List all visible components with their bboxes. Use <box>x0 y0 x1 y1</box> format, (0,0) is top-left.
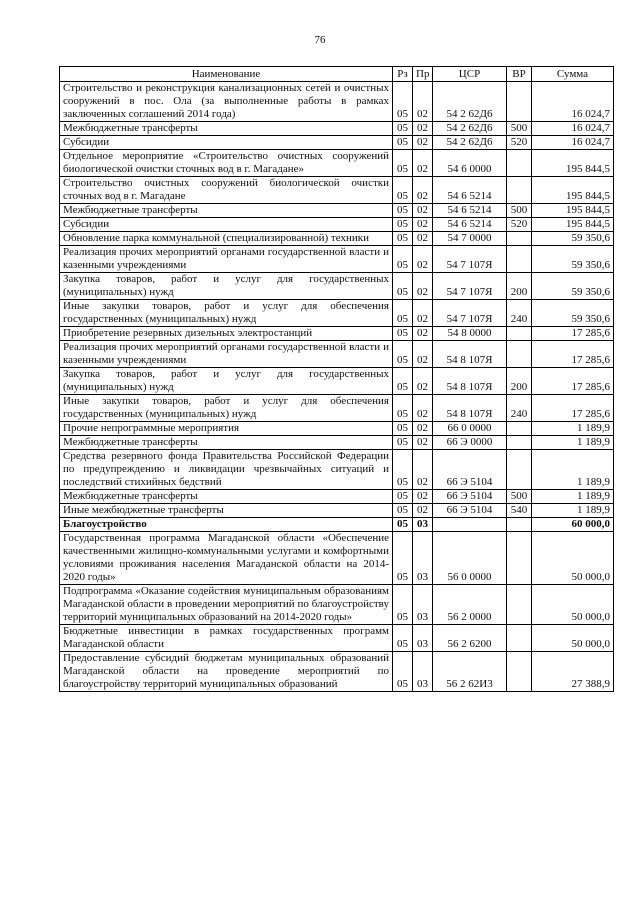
cell-rz: 05 <box>393 300 413 327</box>
cell-sum: 60 000,0 <box>532 518 614 532</box>
cell-rz: 05 <box>393 246 413 273</box>
cell-sum: 17 285,6 <box>532 395 614 422</box>
table-row <box>60 150 614 177</box>
cell-name: Отдельное мероприятие «Строительство очистных сооружений биологической очистки сточных вод в г. Магадане» <box>60 150 393 177</box>
cell-name: Государственная программа Магаданской области «Обеспечение качественными жилищно-коммунальными услугами и комфортными условиями проживания населения Магаданской области на 2014-2020 годы» <box>60 532 393 585</box>
cell-rz: 05 <box>393 341 413 368</box>
cell-vr: 500 <box>507 490 532 504</box>
cell-pr: 02 <box>413 232 433 246</box>
table-row <box>60 341 614 368</box>
cell-pr: 03 <box>413 585 433 625</box>
cell-pr: 03 <box>413 652 433 692</box>
cell-csr: 54 7 107Я <box>433 300 507 327</box>
table-row <box>60 273 614 300</box>
cell-name: Средства резервного фонда Правительства Российской Федерации по предупреждению и ликвидации чрезвычайных ситуаций и последствий стихийных бедствий <box>60 450 393 490</box>
cell-pr: 02 <box>413 246 433 273</box>
cell-csr: 54 6 0000 <box>433 150 507 177</box>
cell-sum: 1 189,9 <box>532 450 614 490</box>
table-row <box>60 422 614 436</box>
cell-name: Иные межбюджетные трансферты <box>60 504 393 518</box>
header-sum: Сумма <box>532 67 614 82</box>
cell-pr: 02 <box>413 204 433 218</box>
cell-pr: 02 <box>413 218 433 232</box>
cell-name: Обновление парка коммунальной (специализированной) техники <box>60 232 393 246</box>
cell-pr: 02 <box>413 82 433 122</box>
cell-csr: 54 8 107Я <box>433 395 507 422</box>
cell-name: Закупка товаров, работ и услуг для государственных (муниципальных) нужд <box>60 273 393 300</box>
table-row <box>60 436 614 450</box>
cell-vr <box>507 246 532 273</box>
cell-pr: 02 <box>413 327 433 341</box>
cell-pr: 02 <box>413 422 433 436</box>
cell-name: Бюджетные инвестиции в рамках государственных программ Магаданской области <box>60 625 393 652</box>
cell-rz: 05 <box>393 177 413 204</box>
cell-vr: 200 <box>507 368 532 395</box>
cell-pr: 02 <box>413 273 433 300</box>
cell-sum: 17 285,6 <box>532 327 614 341</box>
cell-rz: 05 <box>393 395 413 422</box>
cell-sum: 59 350,6 <box>532 273 614 300</box>
cell-rz: 05 <box>393 532 413 585</box>
cell-sum: 195 844,5 <box>532 204 614 218</box>
table-row <box>60 395 614 422</box>
cell-vr: 500 <box>507 204 532 218</box>
cell-name: Благоустройство <box>60 518 393 532</box>
cell-rz: 05 <box>393 625 413 652</box>
table-row <box>60 625 614 652</box>
table-row <box>60 218 614 232</box>
header-csr: ЦСР <box>433 67 507 82</box>
cell-name: Строительство очистных сооружений биологической очистки сточных вод в г. Магадане <box>60 177 393 204</box>
cell-csr: 54 8 107Я <box>433 341 507 368</box>
cell-rz: 05 <box>393 204 413 218</box>
cell-rz: 05 <box>393 436 413 450</box>
cell-vr <box>507 82 532 122</box>
cell-sum: 1 189,9 <box>532 422 614 436</box>
cell-sum: 17 285,6 <box>532 368 614 395</box>
cell-rz: 05 <box>393 150 413 177</box>
cell-pr: 02 <box>413 300 433 327</box>
cell-csr: 56 2 6200 <box>433 625 507 652</box>
cell-rz: 05 <box>393 136 413 150</box>
cell-rz: 05 <box>393 327 413 341</box>
cell-csr: 66 Э 5104 <box>433 450 507 490</box>
cell-sum: 195 844,5 <box>532 150 614 177</box>
cell-rz: 05 <box>393 122 413 136</box>
cell-sum: 59 350,6 <box>532 246 614 273</box>
cell-csr <box>433 518 507 532</box>
cell-sum: 59 350,6 <box>532 232 614 246</box>
table-row <box>60 532 614 585</box>
cell-csr: 54 8 0000 <box>433 327 507 341</box>
cell-csr: 66 Э 5104 <box>433 490 507 504</box>
cell-pr: 02 <box>413 504 433 518</box>
cell-name: Межбюджетные трансферты <box>60 122 393 136</box>
cell-name: Межбюджетные трансферты <box>60 204 393 218</box>
cell-csr: 66 0 0000 <box>433 422 507 436</box>
table-row <box>60 136 614 150</box>
cell-csr: 56 0 0000 <box>433 532 507 585</box>
table-row <box>60 300 614 327</box>
cell-pr: 02 <box>413 136 433 150</box>
cell-rz: 05 <box>393 218 413 232</box>
cell-name: Иные закупки товаров, работ и услуг для обеспечения государственных (муниципальных) нужд <box>60 300 393 327</box>
cell-name: Иные закупки товаров, работ и услуг для обеспечения государственных (муниципальных) нужд <box>60 395 393 422</box>
budget-table <box>59 66 614 692</box>
cell-rz: 05 <box>393 504 413 518</box>
cell-rz: 05 <box>393 232 413 246</box>
cell-vr: 240 <box>507 300 532 327</box>
cell-vr: 500 <box>507 122 532 136</box>
header-name: Наименование <box>60 67 393 82</box>
cell-vr <box>507 327 532 341</box>
cell-sum: 1 189,9 <box>532 504 614 518</box>
cell-rz: 05 <box>393 273 413 300</box>
cell-sum: 195 844,5 <box>532 177 614 204</box>
cell-csr: 54 2 62Д6 <box>433 82 507 122</box>
table-row <box>60 504 614 518</box>
cell-vr <box>507 532 532 585</box>
cell-rz: 05 <box>393 422 413 436</box>
cell-sum: 27 388,9 <box>532 652 614 692</box>
header-pr: Пр <box>413 67 433 82</box>
cell-sum: 50 000,0 <box>532 625 614 652</box>
table-row <box>60 327 614 341</box>
cell-csr: 54 6 5214 <box>433 204 507 218</box>
cell-sum: 59 350,6 <box>532 300 614 327</box>
table-row <box>60 518 614 532</box>
cell-csr: 54 6 5214 <box>433 218 507 232</box>
cell-vr: 200 <box>507 273 532 300</box>
cell-sum: 50 000,0 <box>532 585 614 625</box>
cell-sum: 195 844,5 <box>532 218 614 232</box>
cell-pr: 02 <box>413 341 433 368</box>
cell-vr <box>507 450 532 490</box>
table-row <box>60 246 614 273</box>
cell-name: Реализация прочих мероприятий органами государственной власти и казенными учреждениями <box>60 246 393 273</box>
cell-vr <box>507 585 532 625</box>
cell-csr: 54 7 107Я <box>433 273 507 300</box>
cell-vr <box>507 341 532 368</box>
cell-pr: 03 <box>413 518 433 532</box>
cell-vr <box>507 652 532 692</box>
table-header-row <box>60 67 614 82</box>
table-row <box>60 232 614 246</box>
table-row <box>60 490 614 504</box>
cell-sum: 16 024,7 <box>532 136 614 150</box>
cell-name: Субсидии <box>60 218 393 232</box>
cell-csr: 56 2 0000 <box>433 585 507 625</box>
cell-rz: 05 <box>393 82 413 122</box>
cell-pr: 02 <box>413 368 433 395</box>
cell-vr <box>507 150 532 177</box>
cell-csr: 54 7 0000 <box>433 232 507 246</box>
cell-pr: 02 <box>413 122 433 136</box>
cell-rz: 05 <box>393 368 413 395</box>
cell-csr: 54 7 107Я <box>433 246 507 273</box>
cell-vr: 520 <box>507 136 532 150</box>
cell-name: Строительство и реконструкция канализационных сетей и очистных сооружений в пос. Ола (за выполненные работы в рамках заключенных соглашений 2014 года) <box>60 82 393 122</box>
cell-vr <box>507 625 532 652</box>
cell-vr <box>507 232 532 246</box>
cell-vr <box>507 422 532 436</box>
cell-pr: 03 <box>413 532 433 585</box>
cell-csr: 54 2 62Д6 <box>433 122 507 136</box>
cell-name: Реализация прочих мероприятий органами государственной власти и казенными учреждениями <box>60 341 393 368</box>
cell-rz: 05 <box>393 450 413 490</box>
cell-vr: 540 <box>507 504 532 518</box>
cell-name: Предоставление субсидий бюджетам муниципальных образований Магаданской области на проведение мероприятий по благоустройству территорий муниципальных образований <box>60 652 393 692</box>
table-row <box>60 652 614 692</box>
cell-name: Подпрограмма «Оказание содействия муниципальным образованиям Магаданской области в проведении мероприятий по благоустройству территорий муниципальных образований на 2014-2020 годы» <box>60 585 393 625</box>
cell-name: Межбюджетные трансферты <box>60 490 393 504</box>
cell-csr: 66 Э 0000 <box>433 436 507 450</box>
table-row <box>60 450 614 490</box>
cell-sum: 1 189,9 <box>532 436 614 450</box>
table-row <box>60 122 614 136</box>
cell-sum: 16 024,7 <box>532 82 614 122</box>
cell-sum: 50 000,0 <box>532 532 614 585</box>
page-number: 76 <box>314 34 326 46</box>
cell-name: Межбюджетные трансферты <box>60 436 393 450</box>
cell-rz: 05 <box>393 585 413 625</box>
cell-vr <box>507 177 532 204</box>
cell-pr: 02 <box>413 436 433 450</box>
cell-name: Приобретение резервных дизельных электростанций <box>60 327 393 341</box>
cell-rz: 05 <box>393 518 413 532</box>
cell-csr: 54 2 62Д6 <box>433 136 507 150</box>
cell-pr: 02 <box>413 395 433 422</box>
cell-sum: 17 285,6 <box>532 341 614 368</box>
table-row <box>60 177 614 204</box>
table-row <box>60 82 614 122</box>
cell-pr: 02 <box>413 490 433 504</box>
cell-vr: 240 <box>507 395 532 422</box>
cell-pr: 02 <box>413 177 433 204</box>
cell-vr <box>507 518 532 532</box>
cell-rz: 05 <box>393 652 413 692</box>
table-row <box>60 368 614 395</box>
cell-pr: 02 <box>413 450 433 490</box>
cell-csr: 56 2 62И3 <box>433 652 507 692</box>
cell-name: Субсидии <box>60 136 393 150</box>
cell-name: Закупка товаров, работ и услуг для государственных (муниципальных) нужд <box>60 368 393 395</box>
table-body <box>60 82 614 692</box>
cell-rz: 05 <box>393 490 413 504</box>
cell-sum: 16 024,7 <box>532 122 614 136</box>
cell-csr: 66 Э 5104 <box>433 504 507 518</box>
cell-sum: 1 189,9 <box>532 490 614 504</box>
header-vr: ВР <box>507 67 532 82</box>
cell-pr: 03 <box>413 625 433 652</box>
cell-name: Прочие непрограммные мероприятия <box>60 422 393 436</box>
cell-csr: 54 6 5214 <box>433 177 507 204</box>
table-row <box>60 204 614 218</box>
header-rz: Рз <box>393 67 413 82</box>
cell-csr: 54 8 107Я <box>433 368 507 395</box>
cell-vr: 520 <box>507 218 532 232</box>
cell-vr <box>507 436 532 450</box>
table-row <box>60 585 614 625</box>
cell-pr: 02 <box>413 150 433 177</box>
